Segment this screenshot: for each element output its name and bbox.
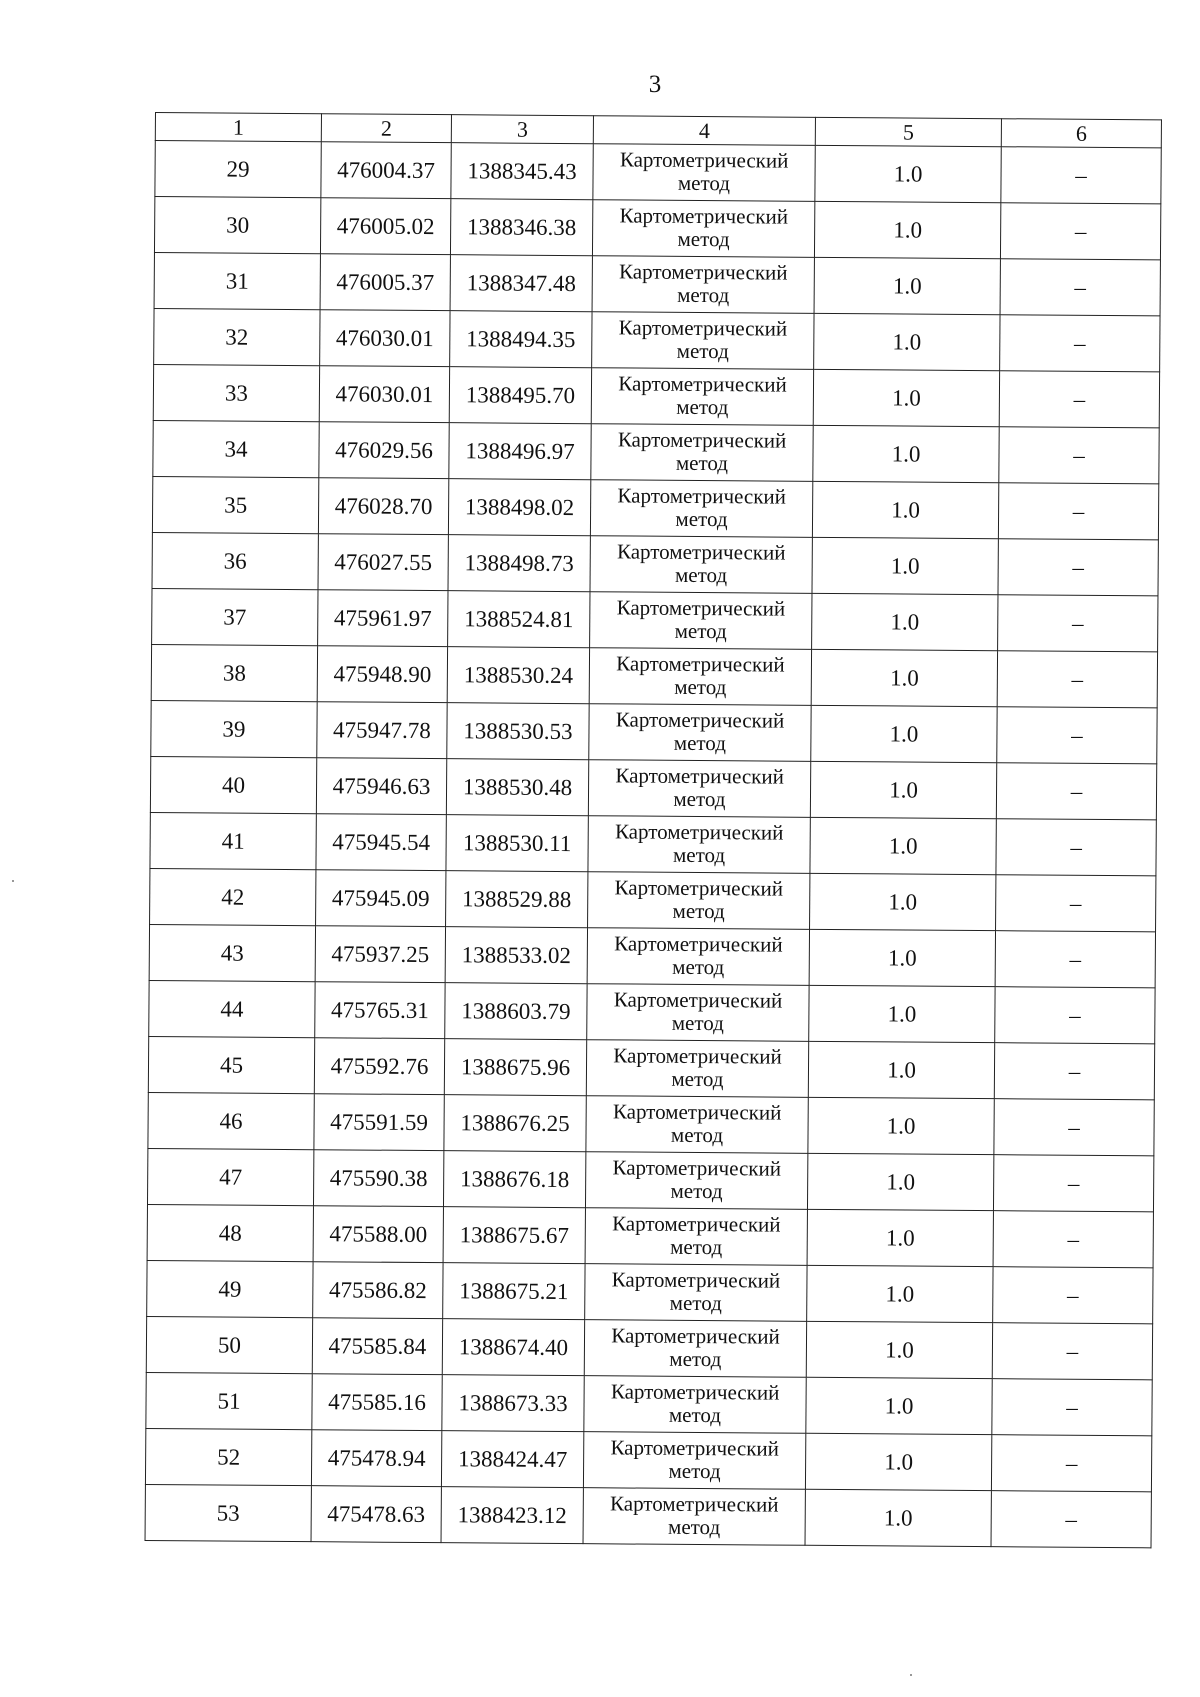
accuracy: 1.0 (814, 257, 1000, 314)
method-cell (590, 536, 812, 594)
coord-y: 1388346.38 (450, 199, 592, 256)
coord-y: 1388424.47 (441, 1431, 583, 1488)
description: – (998, 483, 1158, 540)
description: – (993, 1211, 1153, 1268)
accuracy: 1.0 (812, 481, 998, 538)
method-cell (592, 200, 814, 258)
method-cell (589, 648, 811, 706)
method-cell (590, 592, 812, 650)
method-cell (585, 1152, 807, 1210)
description: – (996, 875, 1156, 932)
description: – (993, 1155, 1153, 1212)
method-cell (588, 760, 810, 818)
description: – (999, 427, 1159, 484)
coord-y: 1388423.12 (441, 1487, 583, 1544)
coord-x: 475947.78 (317, 702, 447, 759)
accuracy: 1.0 (808, 1041, 994, 1098)
table-row (151, 700, 1157, 763)
method-line-2: метод (672, 842, 726, 867)
point-number: 44 (149, 980, 315, 1037)
method-line-2: метод (677, 170, 731, 195)
accuracy: 1.0 (815, 145, 1001, 202)
coord-y: 1388530.53 (447, 703, 589, 760)
point-number: 45 (148, 1036, 314, 1093)
accuracy: 1.0 (805, 1433, 991, 1490)
accuracy: 1.0 (807, 1209, 993, 1266)
description: – (991, 1435, 1151, 1492)
point-number: 30 (154, 197, 320, 254)
method-cell (589, 704, 811, 762)
method-line-1: Картометрический (614, 874, 784, 901)
page-number: 3 (648, 71, 662, 98)
method-line-2: метод (670, 1122, 724, 1147)
description: – (993, 1267, 1153, 1324)
point-number: 53 (145, 1484, 311, 1541)
accuracy: 1.0 (809, 985, 995, 1042)
coord-y: 1388530.11 (446, 815, 588, 872)
description: – (997, 707, 1157, 764)
description: – (998, 595, 1158, 652)
point-number: 34 (153, 420, 319, 477)
method-line-2: метод (676, 338, 729, 363)
table-row (149, 980, 1155, 1043)
description: – (992, 1379, 1152, 1436)
coord-x: 475948.90 (317, 646, 447, 703)
method-line-1: Картометрический (615, 706, 785, 733)
description: – (994, 1099, 1154, 1156)
method-line-2: метод (668, 1402, 722, 1427)
coord-x: 475592.76 (314, 1038, 444, 1095)
table-row (146, 1316, 1152, 1379)
coord-y: 1388674.40 (442, 1319, 584, 1376)
table-row (153, 364, 1159, 427)
table-row (152, 476, 1158, 539)
description: – (996, 819, 1156, 876)
method-line-1: Картометрический (619, 202, 789, 229)
method-line-2: метод (677, 282, 730, 307)
method-line-1: Картометрический (614, 818, 784, 845)
accuracy: 1.0 (806, 1377, 992, 1434)
accuracy: 1.0 (812, 593, 998, 650)
accuracy: 1.0 (807, 1153, 993, 1210)
coord-x: 476005.02 (320, 198, 450, 255)
method-line-2: метод (677, 226, 730, 251)
coord-x: 475588.00 (313, 1206, 443, 1263)
method-line-2: метод (670, 1234, 723, 1259)
point-number: 52 (145, 1428, 311, 1485)
coord-y: 1388494.35 (450, 311, 592, 368)
method-cell (585, 1264, 807, 1322)
point-number: 43 (149, 924, 315, 981)
point-number: 40 (150, 756, 316, 813)
method-line-1: Картометрический (613, 1042, 782, 1069)
accuracy: 1.0 (810, 873, 996, 930)
point-number: 32 (154, 308, 320, 365)
description: – (996, 763, 1156, 820)
coord-x: 475590.38 (313, 1150, 443, 1207)
method-line-1: Картометрический (616, 594, 786, 621)
method-line-1: Картометрический (618, 370, 787, 397)
coord-x: 476005.37 (320, 254, 450, 311)
method-cell (584, 1320, 806, 1378)
coord-x: 475961.97 (318, 590, 448, 647)
coord-y: 1388676.18 (443, 1151, 585, 1208)
accuracy: 1.0 (813, 425, 999, 482)
method-line-2: метод (674, 618, 727, 643)
accuracy: 1.0 (807, 1265, 993, 1322)
coord-y: 1388676.25 (444, 1095, 586, 1152)
coord-y: 1388675.96 (444, 1039, 586, 1096)
table-row (151, 644, 1157, 707)
description: – (991, 1491, 1151, 1548)
table-row (154, 197, 1160, 260)
method-cell (588, 872, 810, 930)
point-number: 38 (151, 644, 317, 701)
method-line-2: метод (671, 1010, 724, 1035)
method-line-2: метод (669, 1290, 722, 1315)
table-row (152, 588, 1158, 651)
point-number: 29 (155, 141, 321, 198)
table-row (153, 420, 1159, 483)
coord-x: 475937.25 (315, 926, 445, 983)
table-row (149, 924, 1155, 987)
point-number: 35 (152, 476, 318, 533)
accuracy: 1.0 (811, 649, 997, 706)
description: – (999, 371, 1159, 428)
scan-speck (910, 1674, 912, 1676)
coord-y: 1388603.79 (445, 983, 587, 1040)
method-line-2: метод (675, 450, 729, 475)
coordinates-table (145, 112, 1162, 1548)
method-line-1: Картометрический (614, 930, 783, 957)
method-cell (583, 1432, 805, 1490)
coord-x: 476030.01 (320, 310, 450, 367)
coord-x: 476027.55 (318, 534, 448, 591)
coord-x: 475478.63 (311, 1486, 441, 1543)
method-line-1: Картометрический (617, 482, 787, 509)
method-line-1: Картометрический (619, 258, 788, 285)
coord-x: 475585.16 (312, 1374, 442, 1431)
method-cell (584, 1376, 806, 1434)
method-line-2: метод (674, 674, 727, 699)
table-row (150, 756, 1156, 819)
method-line-2: метод (672, 898, 725, 923)
point-number: 51 (146, 1372, 312, 1429)
method-cell (592, 256, 814, 314)
coord-x: 475946.63 (316, 758, 446, 815)
accuracy: 1.0 (810, 761, 996, 818)
accuracy: 1.0 (808, 1097, 994, 1154)
method-line-1: Картометрический (611, 1266, 781, 1293)
method-line-1: Картометрический (617, 426, 787, 453)
accuracy: 1.0 (811, 705, 997, 762)
accuracy: 1.0 (805, 1489, 991, 1546)
table-row (147, 1204, 1153, 1267)
coord-y: 1388533.02 (445, 927, 587, 984)
table-row (150, 868, 1156, 931)
point-number: 50 (146, 1316, 312, 1373)
coord-x: 475765.31 (315, 982, 445, 1039)
table-body (145, 113, 1161, 1548)
coord-y: 1388496.97 (449, 423, 591, 480)
method-cell (583, 1488, 805, 1546)
method-line-1: Картометрический (612, 1098, 782, 1125)
method-line-2: метод (670, 1178, 723, 1203)
method-line-2: метод (673, 730, 727, 755)
coord-y: 1388498.02 (448, 479, 590, 536)
method-line-1: Картометрический (609, 1490, 779, 1517)
method-line-2: метод (672, 954, 725, 979)
coord-x: 475478.94 (311, 1430, 441, 1487)
coord-x: 476030.01 (319, 366, 449, 423)
description: – (997, 651, 1157, 708)
description: – (998, 539, 1158, 596)
coord-y: 1388675.67 (443, 1207, 585, 1264)
method-line-1: Картометрический (610, 1434, 780, 1461)
method-line-1: Картометрический (616, 650, 785, 677)
point-number: 31 (154, 252, 320, 309)
method-line-1: Картометрический (612, 1154, 782, 1181)
method-line-2: метод (669, 1346, 722, 1371)
coord-x: 475945.09 (316, 870, 446, 927)
coord-y: 1388675.21 (443, 1263, 585, 1320)
point-number: 39 (151, 700, 317, 757)
method-line-1: Картометрический (615, 762, 784, 789)
accuracy: 1.0 (810, 817, 996, 874)
table-row (154, 252, 1160, 315)
description: – (1001, 147, 1161, 204)
accuracy: 1.0 (814, 313, 1000, 370)
coord-x: 476029.56 (319, 422, 449, 479)
method-line-2: метод (671, 1066, 724, 1091)
description: – (1000, 315, 1160, 372)
method-cell (592, 312, 814, 370)
table-row (150, 812, 1156, 875)
coord-x: 475586.82 (313, 1262, 443, 1319)
method-cell (591, 368, 813, 426)
point-number: 41 (150, 812, 316, 869)
coord-y: 1388530.24 (447, 647, 589, 704)
coord-x: 475591.59 (314, 1094, 444, 1151)
method-cell (588, 816, 810, 874)
column-header: 5 (815, 117, 1001, 146)
method-line-1: Картометрический (611, 1322, 780, 1349)
table-row (145, 1484, 1151, 1547)
coord-y: 1388498.73 (448, 535, 590, 592)
point-number: 46 (148, 1092, 314, 1149)
accuracy: 1.0 (813, 369, 999, 426)
point-number: 48 (147, 1204, 313, 1261)
method-cell (586, 1096, 808, 1154)
method-line-2: метод (674, 562, 728, 587)
accuracy: 1.0 (806, 1321, 992, 1378)
point-number: 36 (152, 532, 318, 589)
coord-y: 1388345.43 (451, 143, 593, 200)
method-cell (585, 1208, 807, 1266)
description: – (1000, 259, 1160, 316)
coord-y: 1388530.48 (446, 759, 588, 816)
column-header: 4 (593, 116, 815, 146)
description: – (995, 987, 1155, 1044)
method-line-1: Картометрический (618, 314, 788, 341)
description: – (995, 931, 1155, 988)
coord-y: 1388524.81 (448, 591, 590, 648)
coord-x: 476004.37 (321, 142, 451, 199)
method-line-2: метод (668, 1514, 721, 1539)
method-cell (591, 424, 813, 482)
scan-speck (12, 880, 14, 882)
point-number: 37 (152, 588, 318, 645)
method-line-1: Картометрический (616, 538, 786, 565)
table-row (147, 1260, 1153, 1323)
method-line-2: метод (675, 506, 728, 531)
method-line-2: метод (673, 786, 726, 811)
point-number: 33 (153, 364, 319, 421)
table-row (145, 1428, 1151, 1491)
method-line-1: Картометрический (610, 1378, 780, 1405)
column-header: 2 (321, 114, 451, 143)
point-number: 49 (147, 1260, 313, 1317)
method-line-1: Картометрический (619, 146, 789, 173)
method-cell (593, 144, 815, 202)
table-row (155, 141, 1161, 204)
column-header: 1 (155, 113, 321, 142)
method-line-1: Картометрический (612, 1210, 781, 1237)
method-cell (587, 928, 809, 986)
coord-x: 475945.54 (316, 814, 446, 871)
table-row (152, 532, 1158, 595)
method-cell (586, 1040, 808, 1098)
coord-y: 1388529.88 (446, 871, 588, 928)
table-row (148, 1092, 1154, 1155)
coord-y: 1388495.70 (449, 367, 591, 424)
description: – (1000, 203, 1160, 260)
column-header: 3 (451, 115, 593, 144)
method-line-1: Картометрический (613, 986, 783, 1013)
coord-y: 1388673.33 (442, 1375, 584, 1432)
table-row (148, 1036, 1154, 1099)
column-header: 6 (1001, 119, 1161, 148)
coord-x: 476028.70 (318, 478, 448, 535)
description: – (992, 1323, 1152, 1380)
accuracy: 1.0 (814, 201, 1000, 258)
accuracy: 1.0 (809, 929, 995, 986)
method-cell (590, 480, 812, 538)
table-row (154, 308, 1160, 371)
point-number: 47 (147, 1148, 313, 1205)
method-line-2: метод (668, 1458, 721, 1483)
description: – (994, 1043, 1154, 1100)
table-row (146, 1372, 1152, 1435)
method-line-2: метод (676, 394, 729, 419)
point-number: 42 (150, 868, 316, 925)
coord-y: 1388347.48 (450, 255, 592, 312)
coord-x: 475585.84 (312, 1318, 442, 1375)
accuracy: 1.0 (812, 537, 998, 594)
table-row (147, 1148, 1153, 1211)
method-cell (587, 984, 809, 1042)
